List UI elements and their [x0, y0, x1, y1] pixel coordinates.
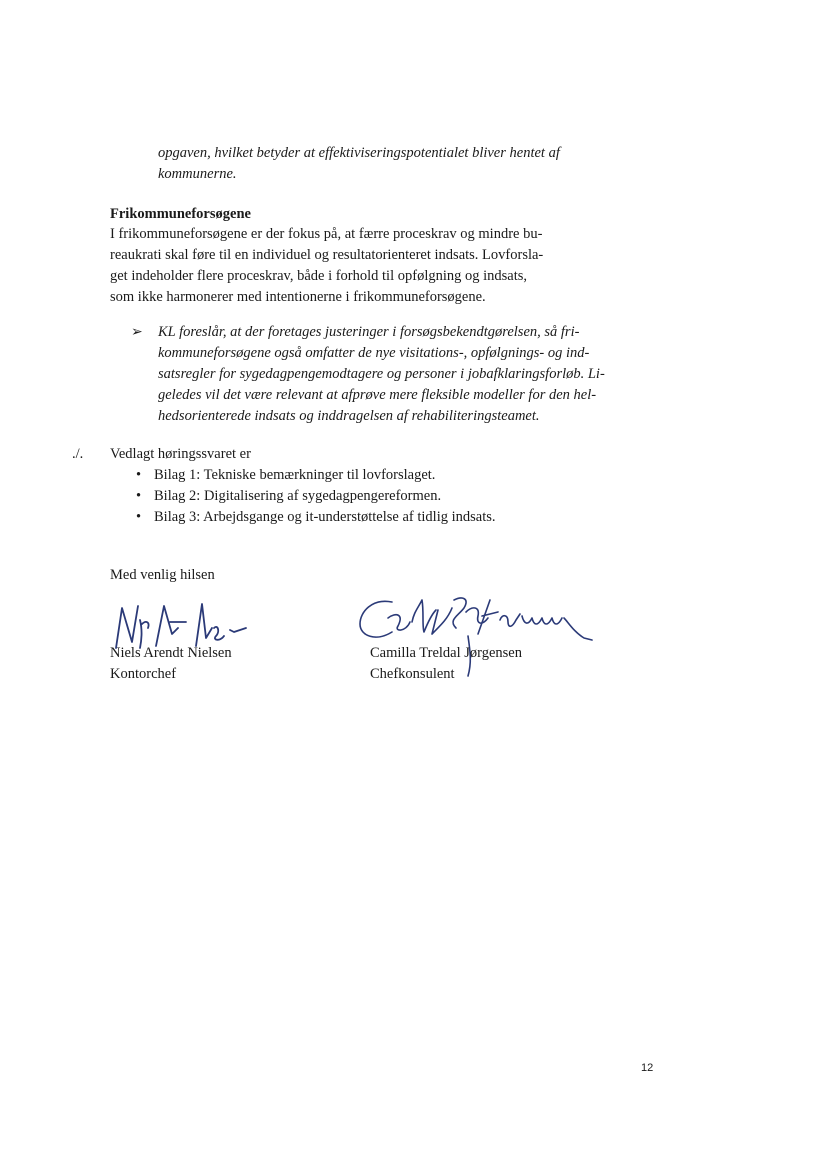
attachment-item: • Bilag 3: Arbejdsgange og it-understøttelse af tidlig indsats. [132, 507, 496, 528]
arrow-bullet-icon: ➢ [131, 324, 143, 340]
section-heading: Frikommuneforsøgene [110, 206, 251, 222]
intro-line: kommunerne. [158, 166, 237, 182]
section-paragraph [110, 224, 543, 308]
closing-greeting: Med venlig hilsen [110, 567, 215, 583]
proposal-line: geledes vil det være relevant at afprøve mere fleksible modeller for den hel- [158, 387, 597, 403]
attachments-intro: Vedlagt høringssvaret er [110, 446, 251, 462]
section-line: reaukrati skal føre til en individuel og resultatorienteret indsats. Lovforsla- [110, 247, 544, 263]
intro-line: opgaven, hvilket betyder at effektiviseringspotentialet bliver hentet af [158, 145, 560, 161]
attachment-item: • Bilag 2: Digitalisering af sygedagpengereformen. [132, 486, 496, 507]
signatory-title: Kontorchef [110, 666, 177, 682]
attachments-list [132, 465, 496, 528]
signatory-name: Niels Arendt Nielsen [110, 645, 232, 661]
section-line: I frikommuneforsøgene er der fokus på, at færre proceskrav og mindre bu- [110, 226, 543, 242]
signatory-title: Chefkonsulent [370, 666, 455, 682]
proposal-line: hedsorienterede indsats og inddragelsen af rehabiliteringsteamet. [158, 408, 540, 424]
section-line: som ikke harmonerer med intentionerne i frikommuneforsøgene. [110, 289, 486, 305]
attachment-marker: ./. [72, 446, 84, 462]
proposal-paragraph [158, 322, 605, 427]
page-number: 12 [641, 1062, 654, 1074]
proposal-line: kommuneforsøgene også omfatter de nye visitations-, opfølgnings- og ind- [158, 345, 590, 361]
proposal-line: KL foreslår, at der foretages justeringer i forsøgsbekendtgørelsen, så fri- [158, 324, 580, 340]
signatory-block [370, 643, 522, 685]
section-line: get indeholder flere proceskrav, både i forhold til opfølgning og indsats, [110, 268, 528, 284]
signatory-block [110, 643, 232, 685]
signatory-name: Camilla Treldal Jørgensen [370, 645, 522, 661]
attachment-item: • Bilag 1: Tekniske bemærkninger til lovforslaget. [132, 465, 496, 486]
intro-paragraph [158, 143, 560, 185]
proposal-line: satsregler for sygedagpengemodtagere og personer i jobafklaringsforløb. Li- [158, 366, 605, 382]
